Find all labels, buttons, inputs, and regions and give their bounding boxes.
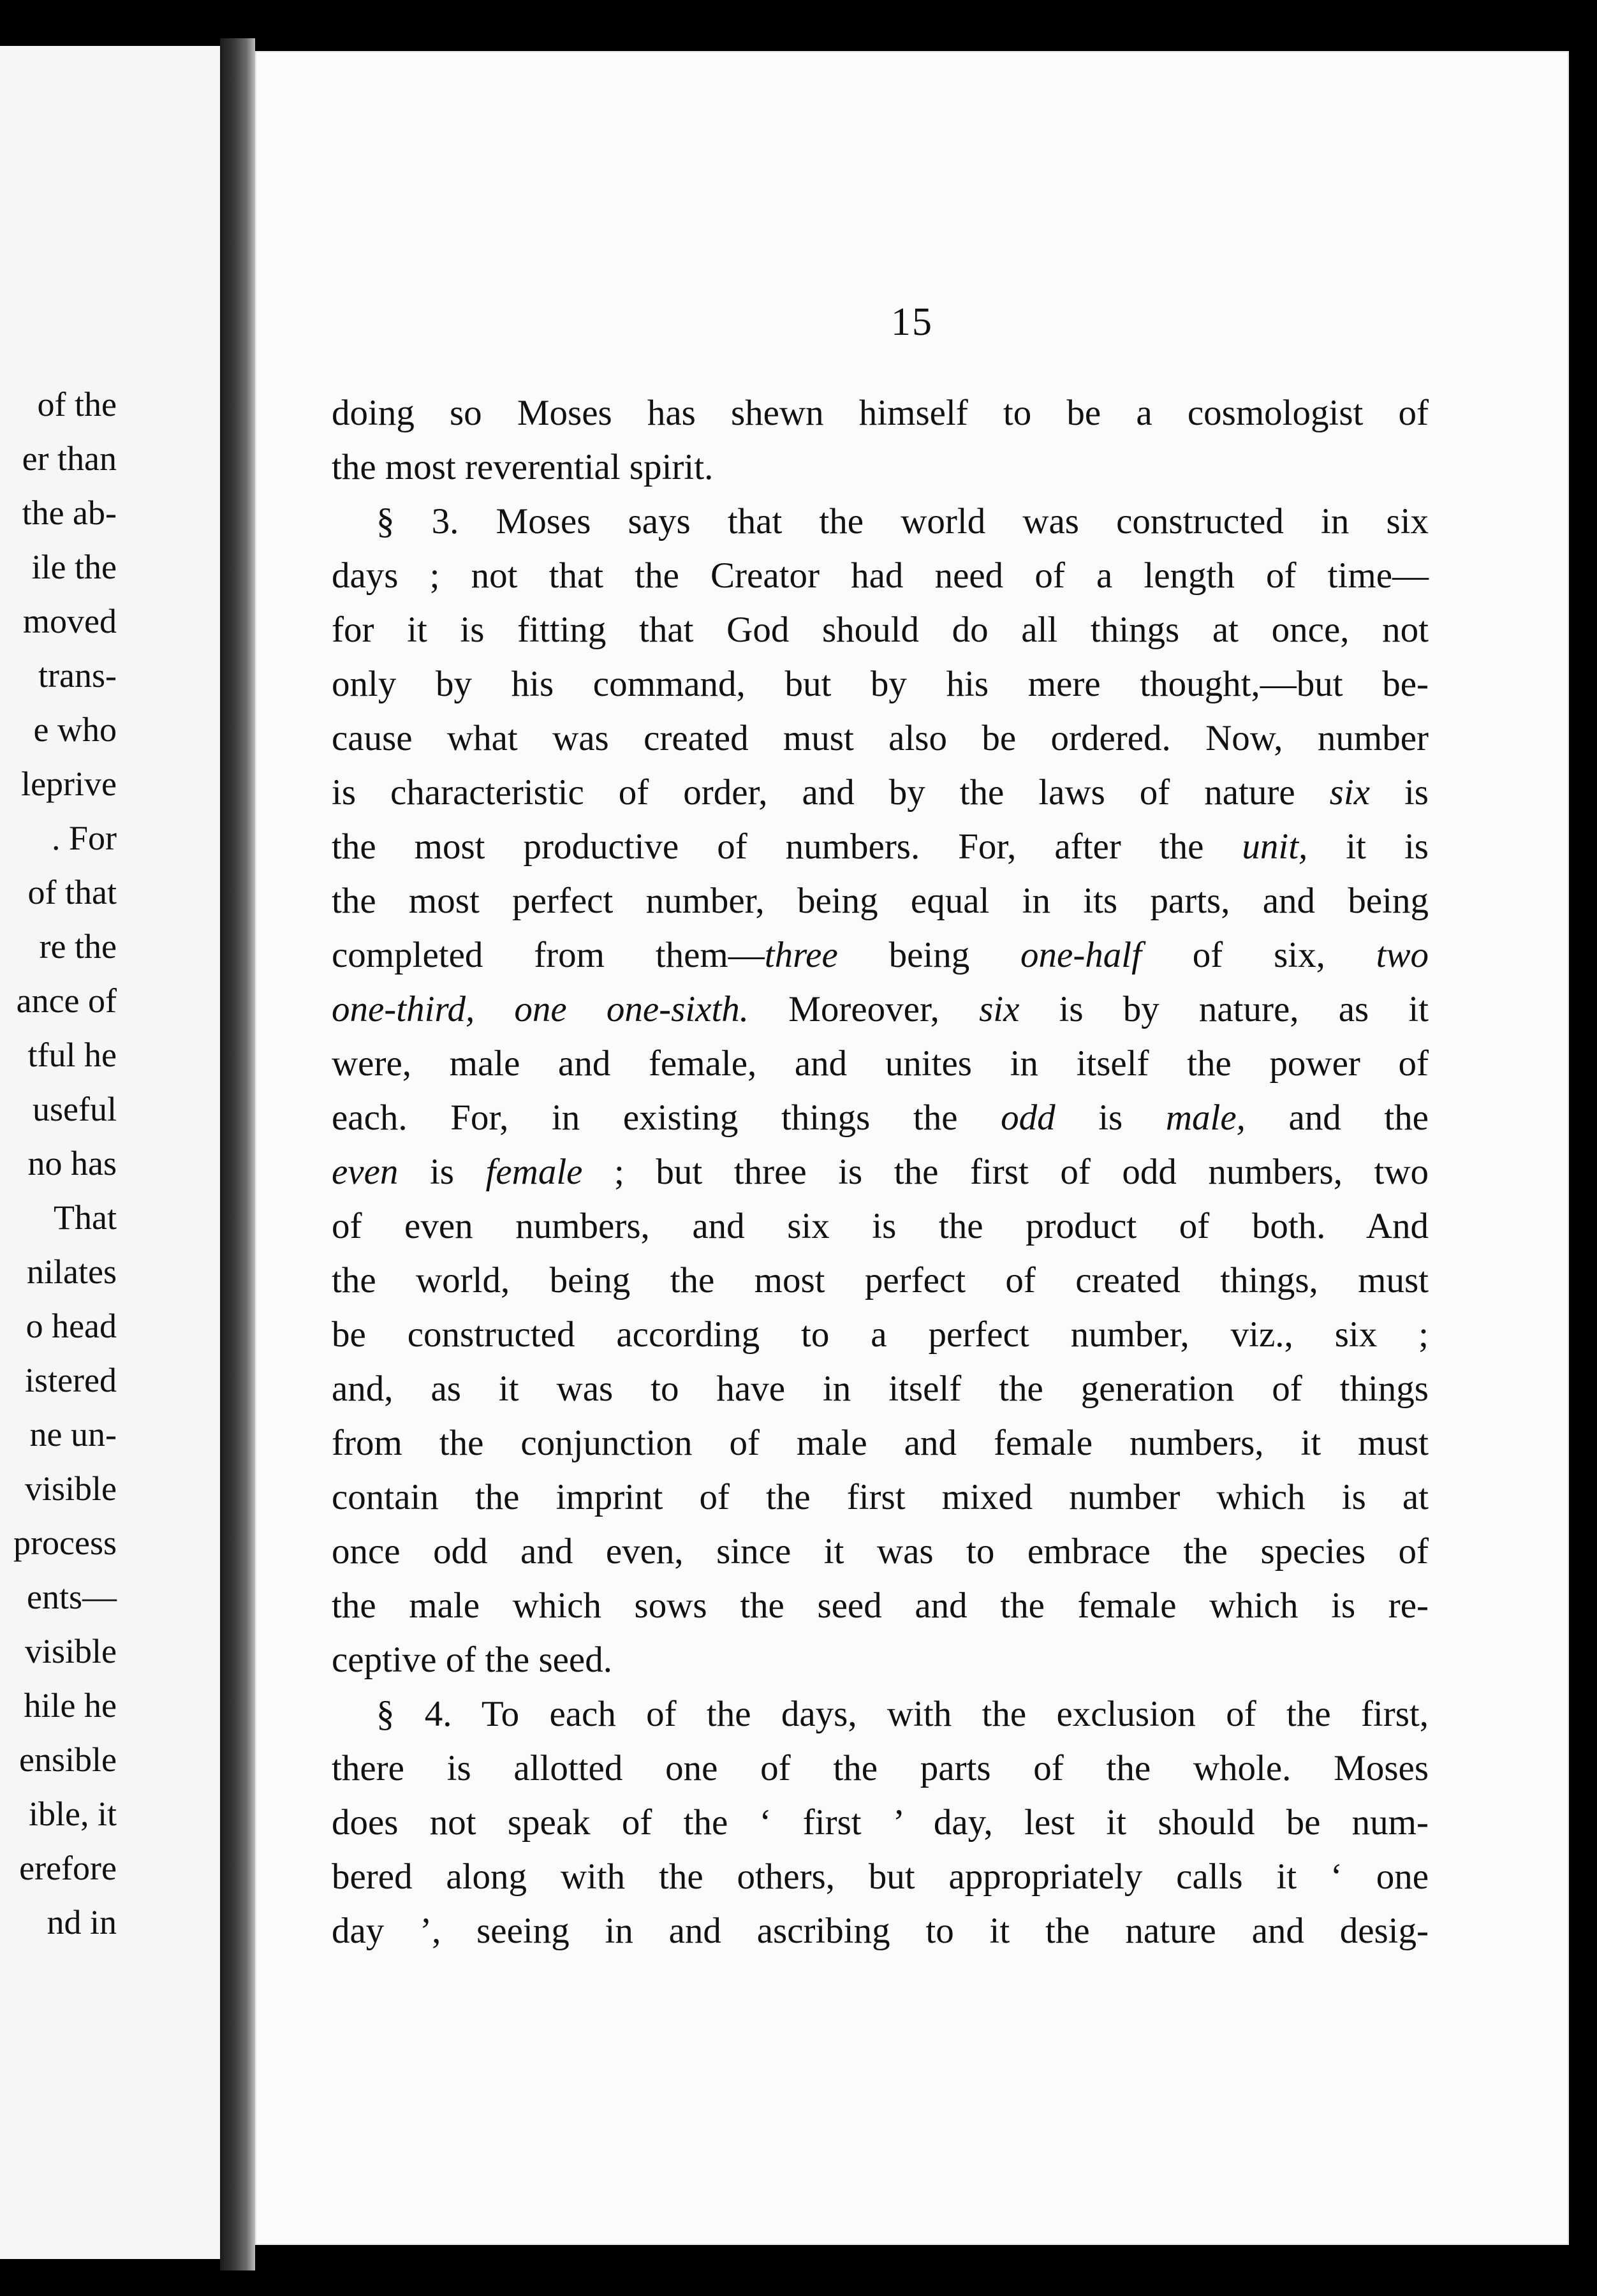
section-3-first-line: § 3. Moses says that the world was constructed in six xyxy=(376,501,1429,541)
previous-page-line: moved xyxy=(23,602,117,640)
previous-page-line: tful he xyxy=(27,1036,117,1074)
text-segment: each. For, in existing things the xyxy=(332,1098,1001,1138)
previous-page-line: of the xyxy=(37,385,117,423)
previous-page-line: leprive xyxy=(21,765,117,803)
text-line: days ; not that the Creator had need of a length of time— xyxy=(332,556,1429,596)
previous-page-line: istered xyxy=(25,1361,117,1399)
text-line: of even numbers, and six is the product of both. And xyxy=(332,1206,1429,1246)
text-line: the most perfect number, being equal in its parts, and being xyxy=(332,881,1429,921)
text-line: there is allotted one of the parts of the whole. Moses xyxy=(332,1748,1429,1788)
previous-page-line: e who xyxy=(33,710,117,749)
previous-page-line: no has xyxy=(27,1144,117,1182)
text-segment: is characteristic of order, and by the laws of nature xyxy=(332,772,1330,813)
text-line: the most reverential spirit. xyxy=(332,447,714,487)
previous-page-line: hile he xyxy=(24,1686,117,1725)
text-line: and, as it was to have in itself the generation of things xyxy=(332,1369,1429,1409)
page-body-text xyxy=(332,386,1429,1958)
text-segment: of six, xyxy=(1142,935,1376,975)
italic-term: male, xyxy=(1165,1098,1246,1138)
italic-term: unit, xyxy=(1242,827,1308,867)
text-line xyxy=(332,765,1429,820)
previous-page-line: o head xyxy=(26,1307,117,1345)
previous-page-line: visible xyxy=(25,1632,117,1670)
text-line: ceptive of the seed. xyxy=(332,1640,612,1680)
text-line: contain the imprint of the first mixed number which is at xyxy=(332,1477,1429,1517)
book-gutter xyxy=(220,38,255,2270)
text-segment: ; but three is the first of odd numbers, two xyxy=(582,1152,1429,1192)
text-segment: Moreover, xyxy=(749,989,980,1029)
text-segment: the most productive of numbers. For, after the xyxy=(332,827,1242,867)
previous-page-line: process xyxy=(13,1524,117,1562)
italic-term: six xyxy=(1329,772,1370,813)
current-page xyxy=(255,51,1569,2245)
text-line: bered along with the others, but appropriately calls it ‘ one xyxy=(332,1857,1429,1897)
previous-page-line: visible xyxy=(25,1469,117,1508)
previous-page-line: ible, it xyxy=(29,1795,117,1833)
previous-page-line: er than xyxy=(22,439,117,478)
italic-term: three xyxy=(764,935,838,975)
previous-page-line: ance of xyxy=(16,982,117,1020)
previous-page-line: nd in xyxy=(47,1903,117,1941)
text-line: only by his command, but by his mere thought,—but be- xyxy=(332,664,1429,704)
text-line: does not speak of the ‘ first ’ day, lest it should be num- xyxy=(332,1802,1429,1843)
italic-term: even xyxy=(332,1152,399,1192)
previous-page-text xyxy=(0,378,117,1950)
previous-page-line: ile the xyxy=(31,548,117,586)
previous-page-line: of that xyxy=(27,873,117,911)
text-line xyxy=(332,1091,1429,1145)
italic-term: one-half xyxy=(1020,935,1142,975)
previous-page-line: erefore xyxy=(19,1849,117,1887)
italic-term: one-third, one one-sixth. xyxy=(332,989,749,1029)
previous-page-line: . For xyxy=(51,819,117,857)
italic-term: female xyxy=(485,1152,583,1192)
text-line: from the conjunction of male and female numbers, it must xyxy=(332,1423,1429,1463)
text-line xyxy=(332,928,1429,982)
text-line: once odd and even, since it was to embrace the species of xyxy=(332,1531,1429,1571)
text-line: doing so Moses has shewn himself to be a cosmologist of xyxy=(332,393,1429,433)
text-segment: it is xyxy=(1307,827,1429,867)
page-number: 15 xyxy=(891,300,933,344)
previous-page-line: ensible xyxy=(19,1740,117,1779)
previous-page xyxy=(0,46,221,2259)
previous-page-line: re the xyxy=(39,927,117,966)
previous-page-line: trans- xyxy=(38,656,117,695)
previous-page-line: the ab- xyxy=(22,494,117,532)
previous-page-line: useful xyxy=(33,1090,117,1128)
text-line: be constructed according to a perfect number, viz., six ; xyxy=(332,1314,1429,1355)
previous-page-line: That xyxy=(54,1198,117,1237)
text-line: cause what was created must also be ordered. Now, number xyxy=(332,718,1429,758)
text-line: were, male and female, and unites in itself the power of xyxy=(332,1043,1429,1084)
previous-page-line: ne un- xyxy=(29,1415,117,1453)
text-segment: is xyxy=(398,1152,486,1192)
previous-page-line: nilates xyxy=(27,1253,117,1291)
text-line: for it is fitting that God should do all things at once, not xyxy=(332,610,1429,650)
italic-term: odd xyxy=(1001,1098,1056,1138)
italic-term: six xyxy=(979,989,1020,1029)
text-line: the male which sows the seed and the female which is re- xyxy=(332,1586,1429,1626)
text-segment: completed from them— xyxy=(332,935,765,975)
text-segment: and the xyxy=(1245,1098,1429,1138)
previous-page-line: ents— xyxy=(27,1578,117,1616)
text-segment: being xyxy=(837,935,1021,975)
italic-term: two xyxy=(1376,935,1429,975)
text-segment: is by nature, as it xyxy=(1019,989,1429,1029)
text-line xyxy=(332,1145,1429,1199)
text-line xyxy=(332,982,1429,1036)
text-segment: is xyxy=(1369,772,1429,813)
text-line: day ’, seeing in and ascribing to it the nature and desig- xyxy=(332,1911,1429,1951)
text-line xyxy=(332,820,1429,874)
section-4-first-line: § 4. To each of the days, with the exclusion of the first, xyxy=(376,1694,1429,1734)
text-line: the world, being the most perfect of created things, must xyxy=(332,1260,1429,1300)
text-segment: is xyxy=(1055,1098,1166,1138)
